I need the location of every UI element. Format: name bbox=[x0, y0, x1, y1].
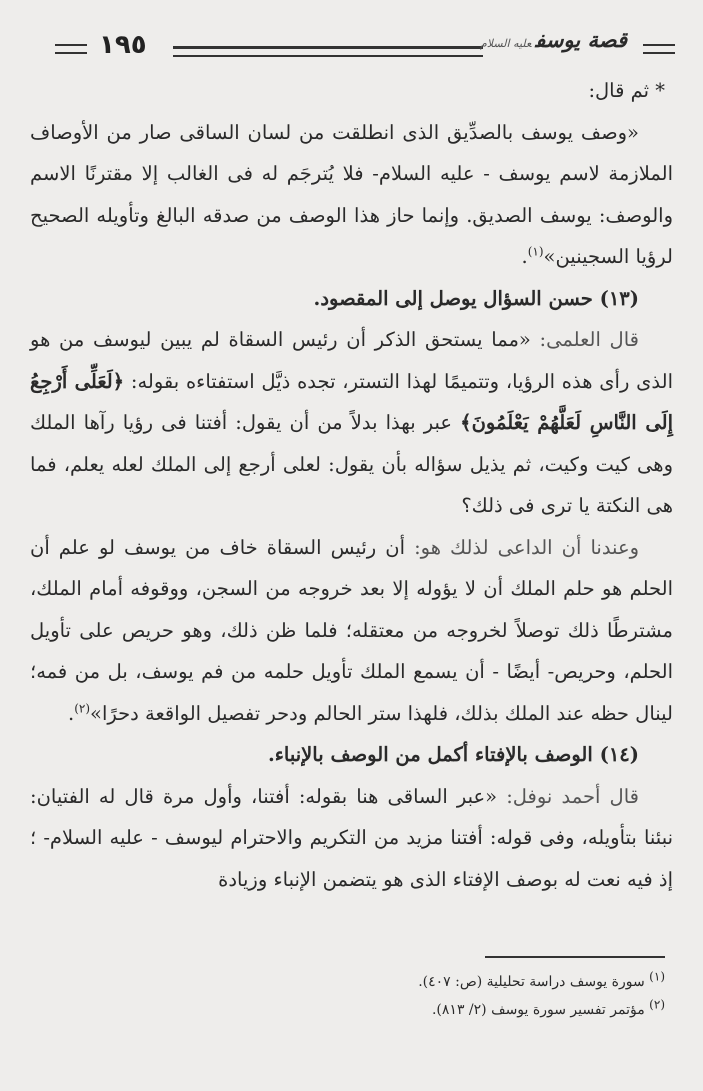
paragraph-4-text: «عبر الساقى هنا بقوله: أفتنا، وأول مرة قال له الفتيان: نبئنا بتأويله، وفى قوله: أفتنا مزيد من التكريم والاحترام ليوسف - عليه السلام- ؛ إذ فيه نعت له بوصف الإفتاء الذى هو يتضمن الإنباء وزيادة bbox=[30, 784, 673, 891]
paragraph-2 bbox=[30, 319, 673, 527]
paragraph-3-end: . bbox=[67, 701, 75, 725]
header-left-rule bbox=[55, 44, 87, 54]
paragraph-1 bbox=[30, 112, 673, 278]
footnotes bbox=[45, 968, 665, 1024]
paragraph-2-text-a: «مما يستحق الذكر أن رئيس السقاة لم يبين ليوسف من هو الذى رأى هذه الرؤيا، وتتميمًا لهذا التستر، تجده ذيَّل استفتاءه بقوله: bbox=[30, 328, 673, 393]
paragraph-4 bbox=[30, 776, 673, 901]
footnote-separator bbox=[485, 956, 665, 958]
page-number: ١٩٥ bbox=[99, 30, 147, 60]
footnote-1-text: سورة يوسف دراسة تحليلية (ص: ٤٠٧). bbox=[418, 974, 650, 990]
header-middle-rule bbox=[173, 46, 483, 57]
running-title bbox=[480, 28, 627, 52]
paragraph-4-lead: قال أحمد نوفل: bbox=[506, 784, 639, 808]
footnote-1-number: (١) bbox=[649, 969, 665, 984]
paragraph-3 bbox=[30, 527, 673, 735]
main-text bbox=[30, 70, 673, 900]
section-heading-13: (١٣) حسن السؤال يوصل إلى المقصود. bbox=[313, 286, 639, 310]
paragraph-1-end: . bbox=[521, 245, 528, 268]
footnote-2-number: (٢) bbox=[649, 997, 665, 1012]
page-header bbox=[55, 28, 675, 64]
footnote-1 bbox=[45, 968, 665, 996]
paragraph-2-lead: قال العلمى: bbox=[539, 328, 639, 351]
footnote-2-text: مؤتمر تفسير سورة يوسف (٢/ ٨١٣). bbox=[431, 1002, 650, 1018]
intro-line: * ثم قال: bbox=[588, 79, 665, 102]
running-title-text: قصة يوسف bbox=[535, 28, 627, 52]
paragraph-1-text: «وصف يوسف بالصدِّيق الذى انطلقت من لسان الساقى صار من الأوصاف الملازمة لاسم يوسف - عليه السلام- فلا يُترجَم له فى الغالب إلا مقترنًا الاسم والوصف: يوسف الصديق. وإنما حاز هذا الوصف من صدقه البالغ وتأويله الصحيح لرؤيا السجينين» bbox=[30, 120, 673, 268]
paragraph-3-lead: وعندنا أن الداعى لذلك هو: bbox=[414, 535, 639, 559]
quran-verse: ﴿لَعَلِّى أَرْجِعُ إِلَى النَّاسِ لَعَلَّهُمْ يَعْلَمُونَ﴾ bbox=[30, 369, 673, 434]
pbuh-mark: عليه السلام bbox=[480, 37, 532, 50]
footnote-ref-1: (١) bbox=[527, 244, 544, 259]
header-right-rule bbox=[643, 44, 675, 54]
paragraph-3-text: أن رئيس السقاة خاف من يوسف لو علم أن الحلم هو حلم الملك أن لا يؤوله إلا بعد خروجه من السجن، ووقوفه أمام الملك، مشترطًا ذلك توصلاً لخروجه من معتقله؛ فلما ظن ذلك، وهو حريص على تأويل الحلم، وحريص- أيضًا - أن يسمع الملك تأويل حلمه من فم يوسف، بل من فمه؛ لينال حظه عند الملك بذلك، فلهذا ستر الحالم ودحر تفصيل الواقعة دحرًا» bbox=[30, 535, 673, 725]
footnote-ref-2: (٢) bbox=[74, 701, 91, 715]
section-heading-14: (١٤) الوصف بالإفتاء أكمل من الوصف بالإنباء. bbox=[267, 743, 639, 766]
paragraph-2-text-b: عبر بهذا بدلاً من أن يقول: أفتنا فى رؤيا رآها الملك وهى كيت وكيت، ثم يذيل سؤاله بأن يقول: لعلى أرجع إلى الملك لعله يعلم، فما هى النكتة يا ترى فى ذلك؟ bbox=[30, 411, 673, 517]
footnote-2 bbox=[45, 996, 665, 1024]
